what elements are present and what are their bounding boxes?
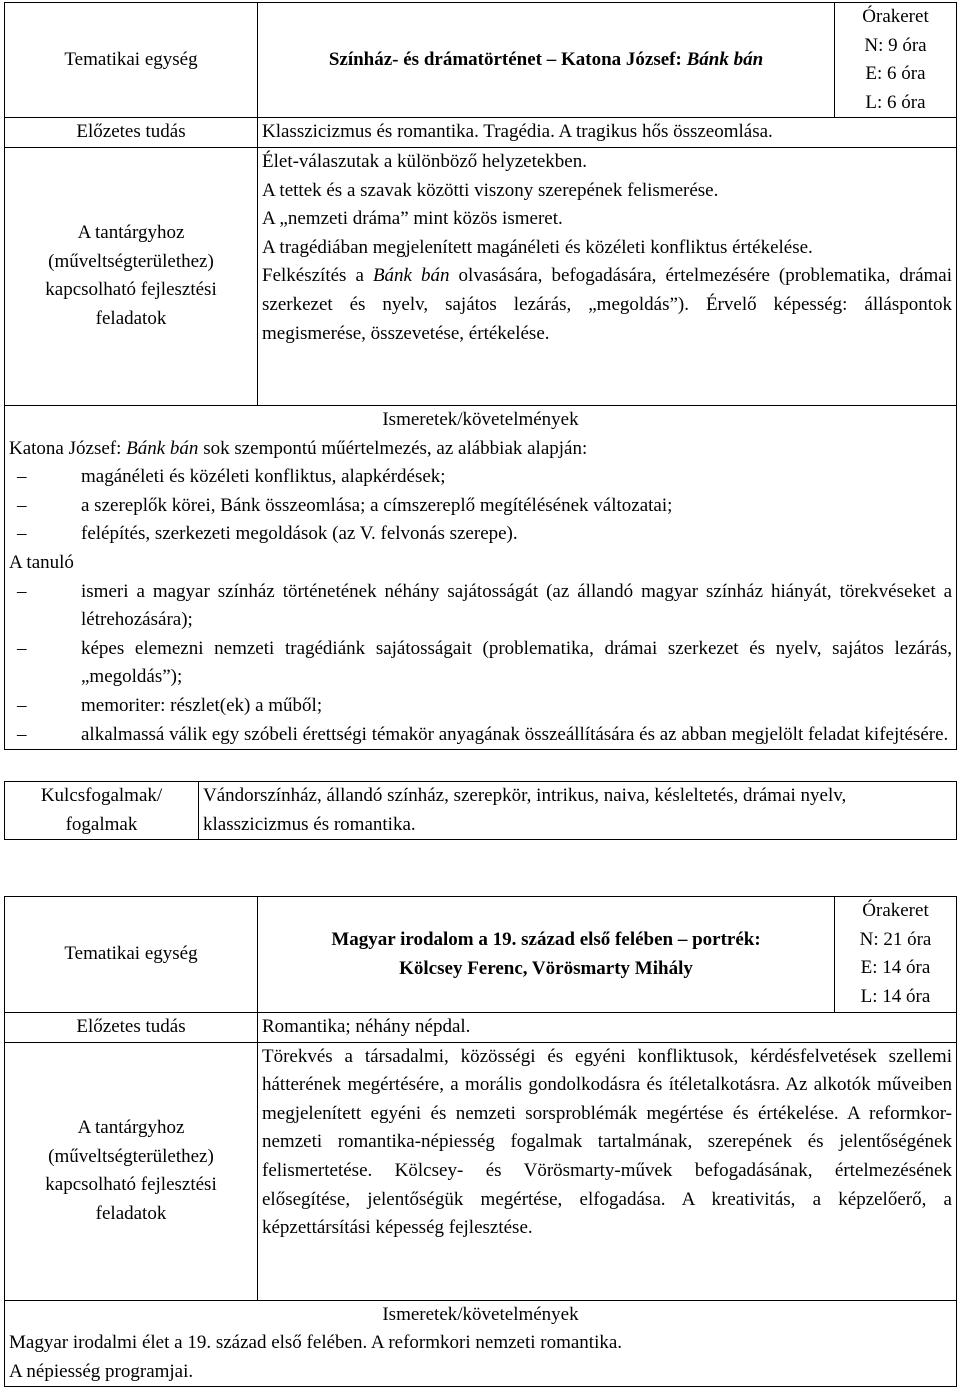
aspects-list (9, 463, 952, 549)
list-item: – magánéleti és közéleti konfliktus, alapkérdések; (9, 463, 952, 492)
dev-item: A tettek és a szavak közötti viszony szerepének felismerése. (262, 179, 719, 201)
requirements-cell (5, 1300, 957, 1387)
student-list (9, 578, 952, 750)
dev-item: A „nemzeti dráma” mint közös ismeret. (262, 208, 563, 230)
hours-n: N: 9 óra (864, 34, 927, 56)
section-heading: Ismeretek/követelmények (382, 1303, 579, 1325)
prior-knowledge-label: Előzetes tudás (5, 1013, 258, 1043)
requirements-intro: Katona József: Bánk bán sok szempontú műértelmezés, az alábbiak alapján: (9, 437, 588, 459)
hours-n: N: 21 óra (859, 928, 932, 950)
development-label: A tantárgyhoz (műveltségterülethez) kapcsolható fejlesztési feladatok (5, 1042, 258, 1300)
hours-box (835, 897, 957, 1013)
hours-label: Órakeret (862, 900, 929, 921)
hours-l: L: 6 óra (865, 91, 926, 113)
list-item: – felépítés, szerkezeti megoldások (az V. felvonás szerepe). (9, 520, 952, 549)
unit1-table (4, 2, 957, 750)
prior-knowledge: Klasszicizmus és romantika. Tragédia. A tragikus hős összeomlása. (258, 118, 957, 148)
theme-label: Tematikai egység (5, 897, 258, 1013)
hours-e: E: 14 óra (860, 957, 931, 979)
development-tasks (258, 147, 957, 405)
key-concepts-table (4, 781, 957, 840)
development-tasks: Törekvés a társadalmi, közösségi és egyéni konfliktusok, kérdésfelvetések szellemi hátterének megértésére, a morális gondolkodásra és ítéletalkotásra. Az alkotók műveiben megjelenített egyéni és nemzeti sorsproblémák megértése és értékelése. A reformkor-nemzeti romantika-népiesség fogalmak tartalmának, szerepének és jelentőségének felismertetése. Kölcsey- és Vörösmarty-művek befogadásának, értelmezésének elősegítése, jelentőségük megértése, elfogadása. A kreativitás, a képzelőerő, a képzettársítási képesség fejlesztése. (258, 1042, 957, 1300)
dev-item: Felkészítés a Bánk bán olvasására, befogadására, értelmezésére (problematika, drámai szerkezet és nyelv, sajátos lezárás, „megoldás”). Érvelő képesség: álláspontok megismerése, összevetése, értékelése. (262, 265, 953, 344)
list-item: – memoriter: részlet(ek) a műből; (9, 692, 952, 721)
unit-title: Magyar irodalom a 19. század első felében – portrék: Kölcsey Ferenc, Vörösmarty Mihály (258, 897, 835, 1013)
dev-item: A tragédiában megjelenített magánéleti és közéleti konfliktus értékelése. (262, 236, 813, 258)
hours-label: Órakeret (862, 6, 929, 27)
hours-e: E: 6 óra (865, 63, 926, 85)
unit-title: Színház- és drámatörténet – Katona József: Bánk bán (258, 3, 835, 118)
dev-item: Élet-válaszutak a különböző helyzetekben. (262, 150, 587, 172)
requirements-cell (5, 405, 957, 749)
theme-label: Tematikai egység (5, 3, 258, 118)
hours-box (835, 3, 957, 118)
requirements-line: A népiesség programjai. (9, 1360, 194, 1382)
prior-knowledge-label: Előzetes tudás (5, 118, 258, 148)
requirements-line: Magyar irodalmi élet a 19. század első felében. A reformkori nemzeti romantika. (9, 1332, 623, 1354)
prior-knowledge: Romantika; néhány népdal. (258, 1013, 957, 1043)
list-item: – a szereplők körei, Bánk összeomlása; a címszereplő megítélésének változatai; (9, 492, 952, 521)
section-heading: Ismeretek/követelmények (382, 408, 579, 430)
development-label: A tantárgyhoz (műveltségterülethez) kapcsolható fejlesztési feladatok (5, 147, 258, 405)
hours-l: L: 14 óra (860, 985, 931, 1007)
list-item: – ismeri a magyar színház történetének néhány sajátosságát (az állandó magyar színház hiányát, törekvéseket a létrehozására); (9, 578, 952, 635)
key-concepts-label: Kulcsfogalmak/ fogalmak (5, 782, 199, 840)
list-item: – alkalmassá válik egy szóbeli érettségi témakör anyagának összeállítására és az abban megjelölt feladat kifejtésére. (9, 721, 952, 750)
student-label: A tanuló (9, 551, 74, 573)
list-item: – képes elemezni nemzeti tragédiánk sajátosságait (problematika, drámai szerkezet és nyelv, sajátos lezárás, „megoldás”); (9, 635, 952, 692)
key-concepts: Vándorszínház, állandó színház, szerepkör, intrikus, naiva, késleltetés, drámai nyelv, klasszicizmus és romantika. (199, 782, 957, 840)
unit2-table (4, 896, 957, 1387)
